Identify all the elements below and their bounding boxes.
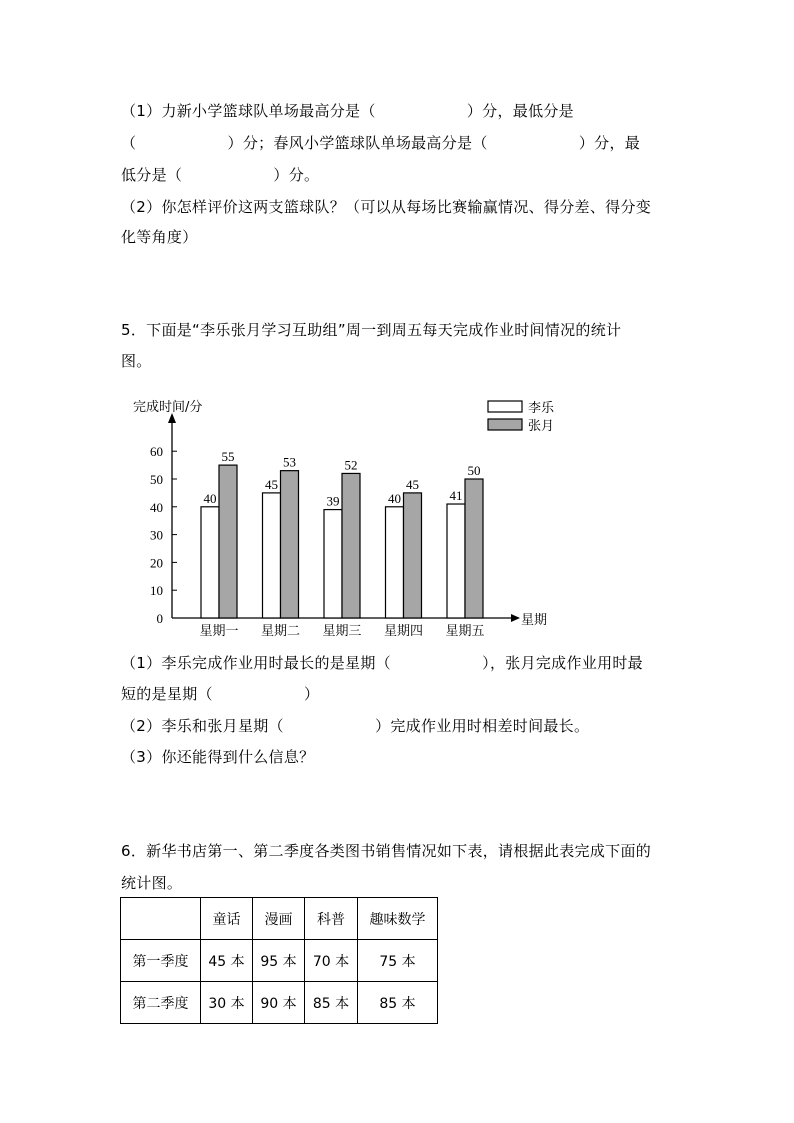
q5-sub1-line-1: （1）李乐完成作业用时最长的是星期（ ），张月完成作业用时最: [121, 654, 643, 672]
table-row: [121, 940, 438, 982]
q6-intro-line-2: 统计图。: [121, 874, 183, 892]
x-axis-label: 星期: [521, 613, 548, 628]
book-sales-table: [120, 897, 438, 1024]
x-tick-label: 星期四: [383, 624, 424, 639]
q4-line-5: 化等角度）: [121, 228, 198, 246]
q5-sub1-line-2: 短的是星期（ ）: [121, 685, 320, 703]
q6-intro-line-1: 6．新华书店第一、第二季度各类图书销售情况如下表，请根据此表完成下面的: [121, 842, 652, 860]
bar-li-le: [324, 510, 342, 618]
bar-li-le: [386, 507, 404, 618]
x-tick-label: 星期三: [322, 624, 362, 639]
y-tick-label: 40: [150, 499, 163, 515]
bar-value-label: 40: [203, 490, 217, 506]
legend-swatch: [488, 419, 522, 430]
bar-zhang-yue: [281, 471, 299, 618]
table-row-label: 第二季度: [121, 982, 201, 1024]
bar-value-label: 39: [326, 493, 340, 509]
table-header-cell: 童话: [201, 898, 253, 940]
y-tick-label: 20: [150, 555, 163, 571]
q4-line-3: 低分是（ ）分。: [121, 166, 320, 184]
table-cell: 70 本: [305, 940, 358, 982]
table-cell: 75 本: [358, 940, 438, 982]
bar-li-le: [263, 493, 281, 618]
bar-value-label: 45: [406, 476, 419, 492]
table-header-cell: [121, 898, 201, 940]
q5-intro-line-1: 5．下面是“李乐张月学习互助组”周一到周五每天完成作业时间情况的统计: [121, 321, 622, 339]
x-tick-label: 星期一: [199, 624, 239, 639]
bar-value-label: 53: [283, 454, 296, 470]
table-header-cell: 漫画: [253, 898, 305, 940]
bar-li-le: [201, 507, 219, 618]
table-cell: 85 本: [305, 982, 358, 1024]
bar-li-le: [447, 504, 465, 618]
table-row: [121, 982, 438, 1024]
table-cell: 45 本: [201, 940, 253, 982]
bar-zhang-yue: [404, 493, 422, 618]
legend-label: 张月: [528, 419, 555, 434]
q5-sub2: （2）李乐和张月星期（ ）完成作业用时相差时间最长。: [121, 717, 590, 735]
y-axis-label: 完成时间/分: [133, 400, 203, 415]
x-tick-label: 星期五: [445, 624, 485, 639]
q5-sub3: （3）你还能得到什么信息？: [121, 748, 315, 766]
bar-value-label: 40: [388, 490, 401, 506]
bar-zhang-yue: [219, 465, 237, 618]
table-cell: 30 本: [201, 982, 253, 1024]
table-cell: 90 本: [253, 982, 305, 1024]
y-tick-label: 50: [150, 472, 163, 487]
y-tick-label: 10: [150, 583, 163, 599]
table-cell: 95 本: [253, 940, 305, 982]
bar-value-label: 52: [344, 457, 358, 473]
q4-line-4: （2）你怎样评价这两支篮球队？（可以从每场比赛输赢情况、得分差、得分变: [121, 198, 652, 216]
y-tick-label: 0: [156, 611, 163, 626]
y-tick-label: 30: [150, 527, 163, 543]
bar-value-label: 41: [449, 488, 463, 504]
table-header-row: [121, 898, 438, 940]
y-tick-label: 60: [150, 444, 163, 460]
bar-zhang-yue: [465, 479, 483, 618]
q4-line-2: （ ）分；春风小学篮球队单场最高分是（ ）分，最: [121, 134, 641, 152]
legend-swatch: [488, 401, 522, 412]
table-row-label: 第一季度: [121, 940, 201, 982]
bar-value-label: 45: [265, 476, 278, 492]
x-tick-label: 星期二: [260, 624, 301, 639]
bar-zhang-yue: [342, 473, 360, 618]
bar-value-label: 55: [221, 449, 235, 465]
table-header-cell: 趣味数学: [358, 898, 438, 940]
table-header-cell: 科普: [305, 898, 358, 940]
q5-intro-line-2: 图。: [121, 352, 152, 370]
table-cell: 85 本: [358, 982, 438, 1024]
q4-line-1: （1）力新小学篮球队单场最高分是（ ）分，最低分是: [121, 102, 574, 120]
legend-label: 李乐: [528, 401, 555, 416]
bar-value-label: 50: [467, 463, 481, 478]
x-axis-arrow: [511, 614, 520, 622]
